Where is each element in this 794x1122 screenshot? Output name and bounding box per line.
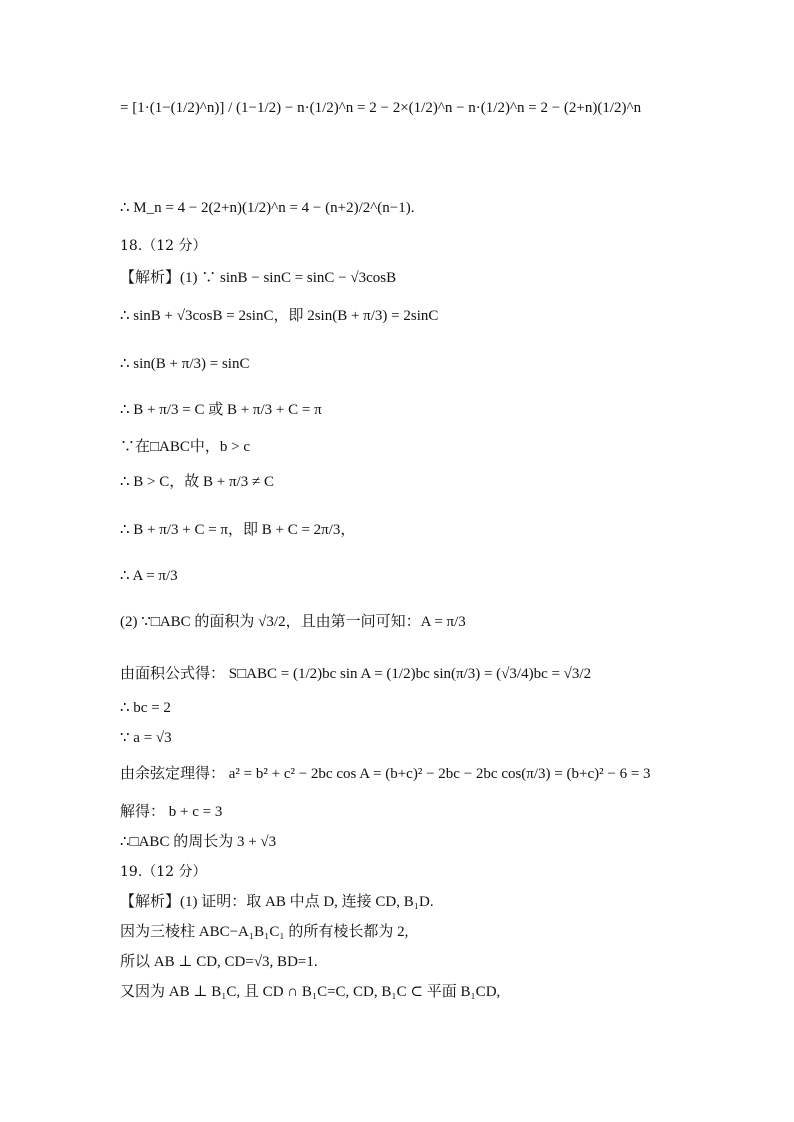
step-line	[120, 952, 318, 972]
step-text: (2) ∵□ABC 的面积为 √3/2，且由第一问可知：A = π/3	[120, 614, 466, 630]
step-line	[120, 802, 222, 822]
analysis-text: 【解析】(1) ∵ sinB − sinC = sinC − √3cosB	[120, 270, 397, 286]
step-line	[120, 664, 591, 684]
analysis-line	[120, 268, 396, 288]
step-line	[120, 728, 172, 748]
step-line	[120, 400, 322, 420]
step-text: ∴ sin(B + π/3) = sinC	[120, 356, 250, 372]
step-text: ∴ sinB + √3cosB = 2sinC，即 2sin(B + π/3) = 2sinC	[120, 308, 439, 324]
formula-text: ∴ M_n = 4 − 2(2+n)(1/2)^n = 4 − (n+2)/2^(n−1).	[120, 200, 415, 216]
formula-line-1	[120, 98, 641, 118]
step-text: 由面积公式得： S□ABC = (1/2)bc sin A = (1/2)bc sin(π/3) = (√3/4)bc = √3/2	[120, 666, 592, 682]
step-line	[120, 354, 249, 374]
step-line	[120, 982, 500, 1002]
step-text: ∴ bc = 2	[120, 700, 171, 716]
step-text: 所以 AB ⊥ CD, CD=√3, BD=1.	[120, 954, 318, 970]
formula-line-2	[120, 198, 414, 218]
step-text: ∴ A = π/3	[120, 568, 178, 584]
step-line	[120, 437, 250, 457]
step-text: 因为三棱柱 ABC−A₁B₁C₁ 的所有棱长都为 2,	[120, 924, 409, 940]
step-text: ∵在□ABC中，b > c	[120, 439, 251, 455]
step-line	[120, 764, 651, 784]
section-heading: 18.（12 分）	[120, 238, 207, 254]
step-line	[120, 832, 276, 852]
section-heading: 19.（12 分）	[120, 864, 207, 880]
step-line	[120, 306, 438, 326]
step-line	[120, 520, 355, 540]
step-line	[120, 698, 171, 718]
step-line	[120, 472, 274, 492]
question-number-18	[120, 236, 207, 256]
step-text: ∴ B > C，故 B + π/3 ≠ C	[120, 474, 274, 490]
formula-text: = [1·(1−(1/2)^n)] / (1−1/2) − n·(1/2)^n = 2 − 2×(1/2)^n − n·(1/2)^n = 2 − (2+n)(1/2)^n	[120, 100, 642, 116]
step-text: 又因为 AB ⊥ B₁C, 且 CD ∩ B₁C=C, CD, B₁C ⊂ 平面 B₁CD,	[120, 984, 501, 1000]
step-text: ∴ B + π/3 = C 或 B + π/3 + C = π	[120, 402, 322, 418]
analysis-line	[120, 892, 434, 912]
step-text: ∴□ABC 的周长为 3 + √3	[120, 834, 277, 850]
analysis-text: 【解析】(1) 证明：取 AB 中点 D, 连接 CD, B₁D.	[120, 894, 434, 910]
step-text: ∴ B + π/3 + C = π，即 B + C = 2π/3，	[120, 522, 356, 538]
step-text: ∵ a = √3	[120, 730, 172, 746]
step-line	[120, 612, 466, 632]
question-number-19	[120, 862, 207, 882]
step-line	[120, 922, 408, 942]
step-text: 解得： b + c = 3	[120, 804, 223, 820]
step-line	[120, 566, 178, 586]
step-text: 由余弦定理得： a² = b² + c² − 2bc cos A = (b+c)² − 2bc − 2bc cos(π/3) = (b+c)² − 6 = 3	[120, 766, 651, 782]
